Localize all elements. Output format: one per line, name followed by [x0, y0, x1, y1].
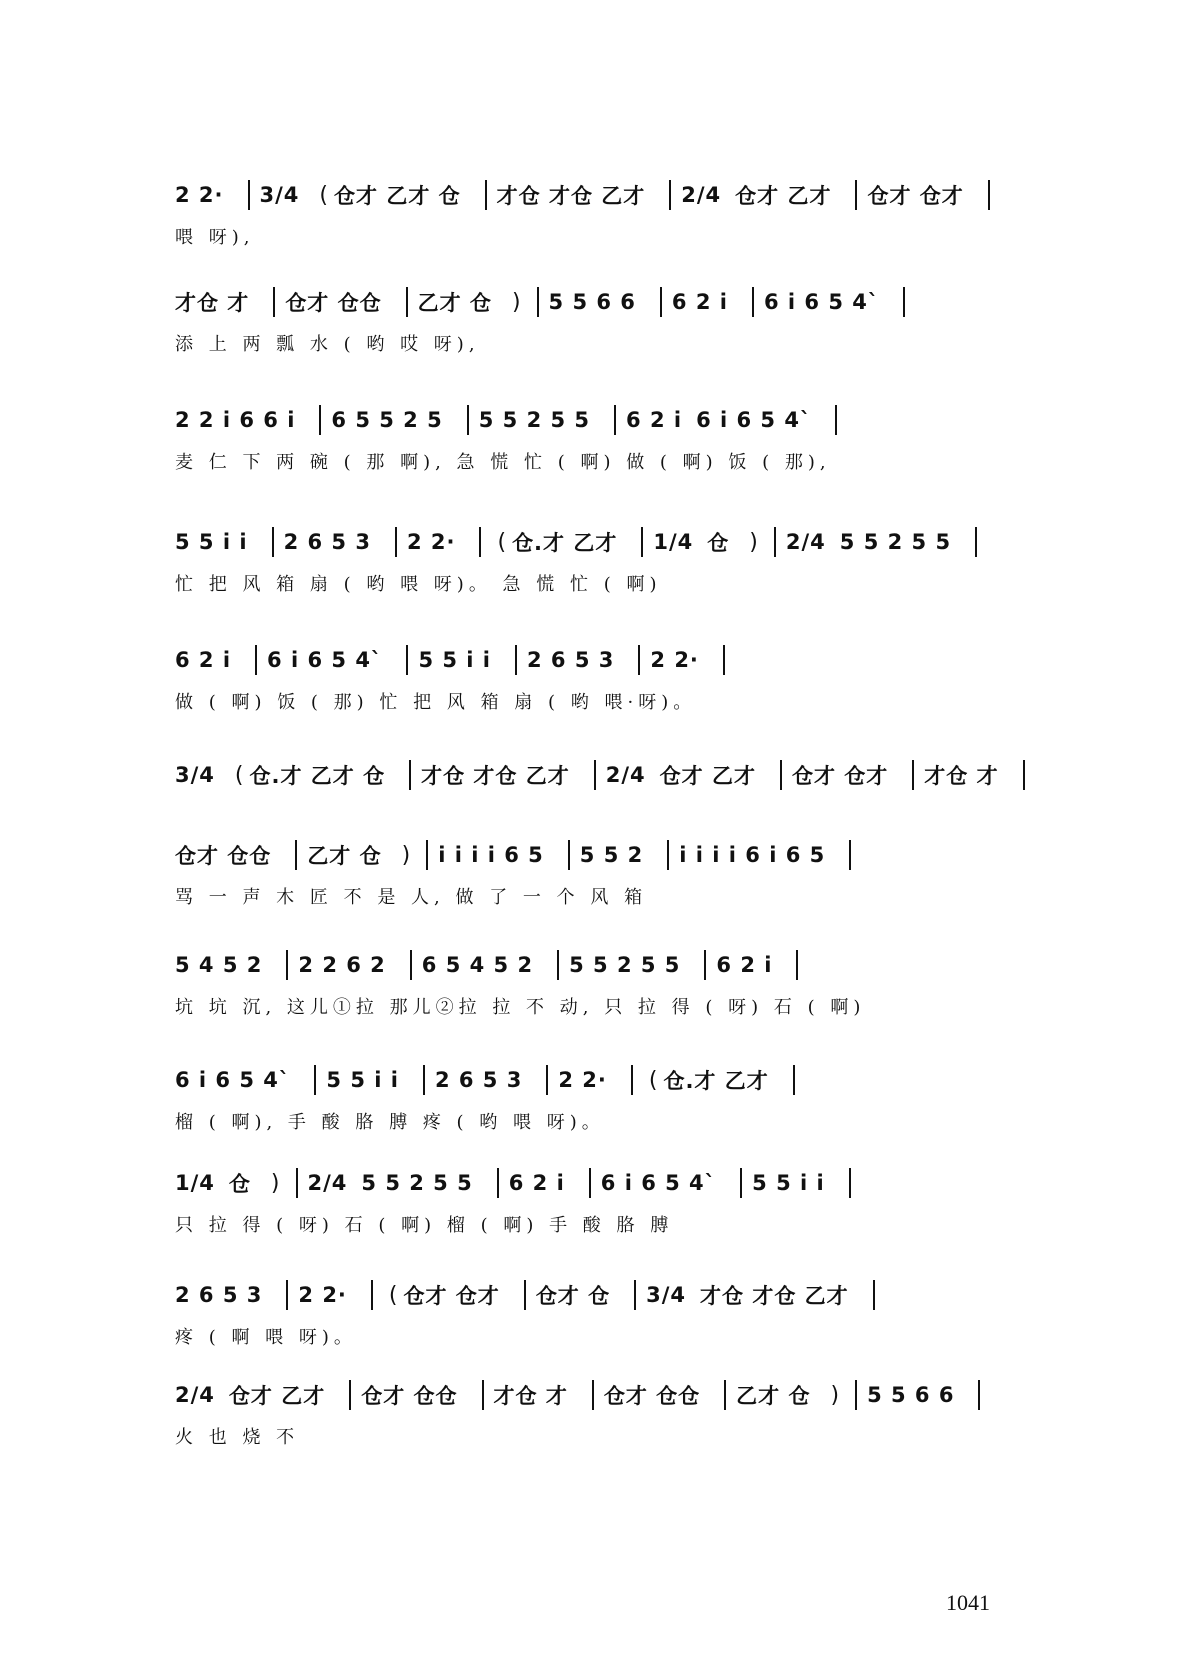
note-group: 才仓 才 [924, 764, 999, 788]
parenthesis: ( [234, 762, 244, 788]
barline [793, 1065, 795, 1095]
barline [485, 180, 487, 210]
note-group: 2 2 i 6 6 i [175, 408, 296, 432]
note-group: 6 5 5 2 5 [331, 408, 443, 432]
lyric-text: 忙 把 风 箱 扇 ( 哟 喂 呀)。 急 慌 忙 ( 啊) [175, 574, 662, 595]
barline [295, 840, 297, 870]
barline [978, 1380, 980, 1410]
note-group: 才仓 才仓 乙才 [496, 184, 646, 208]
note-group: 2/4 [785, 530, 826, 554]
note-group: 仓才 仓仓 [285, 291, 382, 315]
note-group: 仓才 仓仓 [175, 844, 272, 868]
barline [723, 645, 725, 675]
note-group: 仓才 仓 [535, 1284, 611, 1308]
note-group: 2 2· [298, 1283, 347, 1307]
lyric-row [175, 1321, 1055, 1351]
barline [849, 840, 851, 870]
page-number: 1041 [946, 1590, 990, 1615]
note-group: 1/4 [653, 530, 694, 554]
parenthesis: ) [511, 289, 521, 315]
note-group: 乙才 仓 [736, 1384, 811, 1408]
barline [796, 950, 798, 980]
barline [467, 405, 469, 435]
lyric-row [175, 446, 1055, 476]
note-group: 2 6 5 3 [434, 1068, 523, 1092]
barline [524, 1280, 526, 1310]
barline [482, 1380, 484, 1410]
notation-row [175, 400, 1055, 440]
note-group: 2/4 [175, 1383, 215, 1407]
lyric-row [175, 221, 1055, 251]
note-group: 5 5 i i [175, 530, 248, 554]
barline [272, 527, 274, 557]
parenthesis: ) [749, 529, 758, 555]
note-group: 仓才 仓仓 [603, 1384, 701, 1408]
note-group: 仓才 仓才 [791, 764, 889, 788]
lyric-text: 榴 ( 啊), 手 酸 胳 膊 疼 ( 哟 喂 呀)。 [175, 1112, 605, 1133]
barline [975, 527, 977, 557]
barline [319, 405, 321, 435]
barline [873, 1280, 875, 1310]
barline [638, 645, 640, 675]
barline [423, 1065, 425, 1095]
note-group: 5 5 2 5 5 [569, 953, 681, 977]
score-line [175, 1060, 1055, 1136]
score-line [175, 1375, 1055, 1451]
barline [409, 760, 411, 790]
barline [835, 405, 837, 435]
notation-row [175, 835, 1055, 875]
lyric-row [175, 1106, 1055, 1136]
barline [497, 1168, 499, 1198]
lyric-text: 只 拉 得 ( 呀) 石 ( 啊) 榴 ( 啊) 手 酸 胳 膊 [175, 1215, 674, 1236]
note-group: 2 6 5 3 [175, 1283, 263, 1307]
score-line [175, 640, 1055, 716]
note-group: 仓才 乙才 [659, 764, 756, 788]
lyric-text: 火 也 烧 不 [175, 1427, 300, 1448]
note-group: 6 2 i [716, 953, 773, 977]
score-line [175, 1275, 1055, 1351]
note-group: 2 2· [650, 648, 699, 672]
barline [903, 287, 905, 317]
parenthesis: ( [497, 529, 507, 555]
score-line [175, 755, 1055, 831]
note-group: 6 2 i [508, 1171, 565, 1195]
barline [410, 950, 412, 980]
note-group: 6 i 6 5 4` [267, 648, 383, 672]
barline [286, 950, 288, 980]
barline [594, 760, 596, 790]
note-group: 才仓 才仓 乙才 [421, 764, 570, 788]
barline [849, 1168, 851, 1198]
barline [660, 287, 662, 317]
barline [1023, 760, 1025, 790]
note-group: 才仓 才仓 乙才 [700, 1284, 849, 1308]
note-group: 6 2 i [626, 408, 683, 432]
lyric-text: 添 上 两 瓢 水 ( 哟 哎 呀), [175, 334, 480, 355]
barline [704, 950, 706, 980]
barline [634, 1280, 636, 1310]
parenthesis: ) [830, 1382, 840, 1408]
barline [296, 1168, 298, 1198]
note-group: 5 5 6 6 [548, 290, 636, 314]
note-group: 5 5 2 5 5 [839, 530, 952, 554]
note-group: 3/4 [175, 763, 215, 787]
notation-row [175, 1375, 1055, 1415]
note-group: 仓 [707, 531, 730, 555]
note-group: 仓.才 乙才 仓 [249, 764, 386, 788]
note-group: 5 5 2 5 5 [478, 408, 591, 432]
note-group: 仓才 仓仓 [361, 1384, 458, 1408]
note-group: 乙才 仓 [417, 291, 492, 315]
lyric-text: 坑 坑 沉, 这儿①拉 那儿②拉 拉 不 动, 只 拉 得 ( 呀) 石 ( 啊) [175, 997, 866, 1018]
barline [255, 645, 257, 675]
note-group: 2/4 [605, 763, 646, 787]
barline [752, 287, 754, 317]
notation-row [175, 945, 1055, 985]
note-group: 2 6 5 3 [283, 530, 371, 554]
lyric-row [175, 1209, 1055, 1239]
note-group: 6 i 6 5 4` [696, 408, 812, 432]
note-group: 仓.才 乙才 [663, 1069, 769, 1093]
notation-row [175, 175, 1055, 215]
score-line [175, 282, 1055, 358]
note-group: 2/4 [681, 183, 722, 207]
barline [546, 1065, 548, 1095]
score-line [175, 522, 1055, 598]
lyric-row [175, 881, 1055, 911]
barline [286, 1280, 288, 1310]
lyric-row [175, 568, 1055, 598]
notation-row [175, 1275, 1055, 1315]
score-line [175, 400, 1055, 476]
barline [780, 760, 782, 790]
score-line [175, 945, 1055, 1021]
note-group: 仓才 仓才 [867, 184, 964, 208]
note-group: 仓 [228, 1172, 251, 1196]
lyric-row [175, 991, 1055, 1021]
notation-row [175, 1060, 1055, 1100]
note-group: 5 5 i i [752, 1171, 825, 1195]
note-group: 5 5 i i [326, 1068, 399, 1092]
barline [631, 1065, 633, 1095]
note-group: 5 5 i i [418, 648, 491, 672]
barline [669, 180, 671, 210]
notation-row [175, 755, 1055, 795]
note-group: 6 i 6 5 4` [175, 1068, 291, 1092]
barline [395, 527, 397, 557]
barline [568, 840, 570, 870]
note-group: 6 2 i [175, 648, 232, 672]
note-group: 6 2 i [671, 290, 728, 314]
lyric-text: 骂 一 声 木 匠 不 是 人, 做 了 一 个 风 箱 [175, 887, 648, 908]
barline [774, 527, 776, 557]
note-group: 6 i 6 5 4` [763, 290, 880, 314]
lyric-text: 疼 ( 啊 喂 呀)。 [175, 1327, 357, 1348]
barline [912, 760, 914, 790]
note-group: 5 4 5 2 [175, 953, 263, 977]
notation-row [175, 282, 1055, 322]
note-group: 3/4 [646, 1283, 687, 1307]
barline [314, 1065, 316, 1095]
note-group: 仓才 乙才 [228, 1384, 326, 1408]
score-line [175, 835, 1055, 911]
note-group: 5 5 6 6 [867, 1383, 955, 1407]
barline [557, 950, 559, 980]
note-group: 6 i 6 5 4` [600, 1171, 717, 1195]
barline [667, 840, 669, 870]
lyric-row [175, 1421, 1055, 1451]
barline [855, 1380, 857, 1410]
note-group: 才仓 才 [175, 291, 250, 315]
note-group: 仓才 乙才 [735, 184, 832, 208]
barline [426, 840, 428, 870]
barline [988, 180, 990, 210]
note-group: 2 2 6 2 [298, 953, 386, 977]
barline [740, 1168, 742, 1198]
barline [614, 405, 616, 435]
note-group: 仓.才 乙才 [512, 531, 618, 555]
note-group: 乙才 仓 [307, 844, 382, 868]
notation-row [175, 640, 1055, 680]
barline [406, 287, 408, 317]
note-group: 5 5 2 [579, 843, 644, 867]
note-group: i i i i 6 i 6 5 [679, 843, 826, 867]
barline [406, 645, 408, 675]
parenthesis: ( [319, 182, 329, 208]
lyric-row [175, 328, 1055, 358]
lyric-row [175, 801, 1055, 831]
barline [855, 180, 857, 210]
note-group: 2 6 5 3 [527, 648, 615, 672]
barline [273, 287, 275, 317]
barline [589, 1168, 591, 1198]
barline [248, 180, 250, 210]
lyric-text: 喂 呀), [175, 227, 255, 248]
note-group: 6 5 4 5 2 [421, 953, 534, 977]
parenthesis: ( [388, 1282, 398, 1308]
barline [724, 1380, 726, 1410]
note-group: 1/4 [175, 1171, 215, 1195]
barline [479, 527, 481, 557]
note-group: 3/4 [259, 183, 300, 207]
score-line [175, 175, 1055, 251]
note-group: 2 2· [175, 183, 224, 207]
notation-row [175, 1163, 1055, 1203]
barline [349, 1380, 351, 1410]
note-group: 2/4 [307, 1171, 348, 1195]
lyric-row [175, 686, 1055, 716]
score-line [175, 1163, 1055, 1239]
note-group: i i i i 6 5 [438, 843, 544, 867]
note-group: 2 2· [406, 530, 456, 554]
barline [515, 645, 517, 675]
parenthesis: ) [401, 842, 411, 868]
parenthesis: ( [648, 1067, 658, 1093]
lyric-text: 麦 仁 下 两 碗 ( 那 啊), 急 慌 忙 ( 啊) 做 ( 啊) 饭 ( 那), [175, 452, 831, 473]
barline [592, 1380, 594, 1410]
parenthesis: ) [270, 1170, 280, 1196]
barline [371, 1280, 373, 1310]
barline [641, 527, 643, 557]
note-group: 2 2· [558, 1068, 607, 1092]
note-group: 才仓 才 [493, 1384, 568, 1408]
barline [537, 287, 539, 317]
lyric-text: 做 ( 啊) 饭 ( 那) 忙 把 风 箱 扇 ( 哟 喂·呀)。 [175, 692, 697, 713]
note-group: 仓才 仓才 [403, 1284, 500, 1308]
note-group: 5 5 2 5 5 [361, 1171, 473, 1195]
note-group: 仓才 乙才 仓 [334, 184, 461, 208]
notation-row [175, 522, 1055, 562]
